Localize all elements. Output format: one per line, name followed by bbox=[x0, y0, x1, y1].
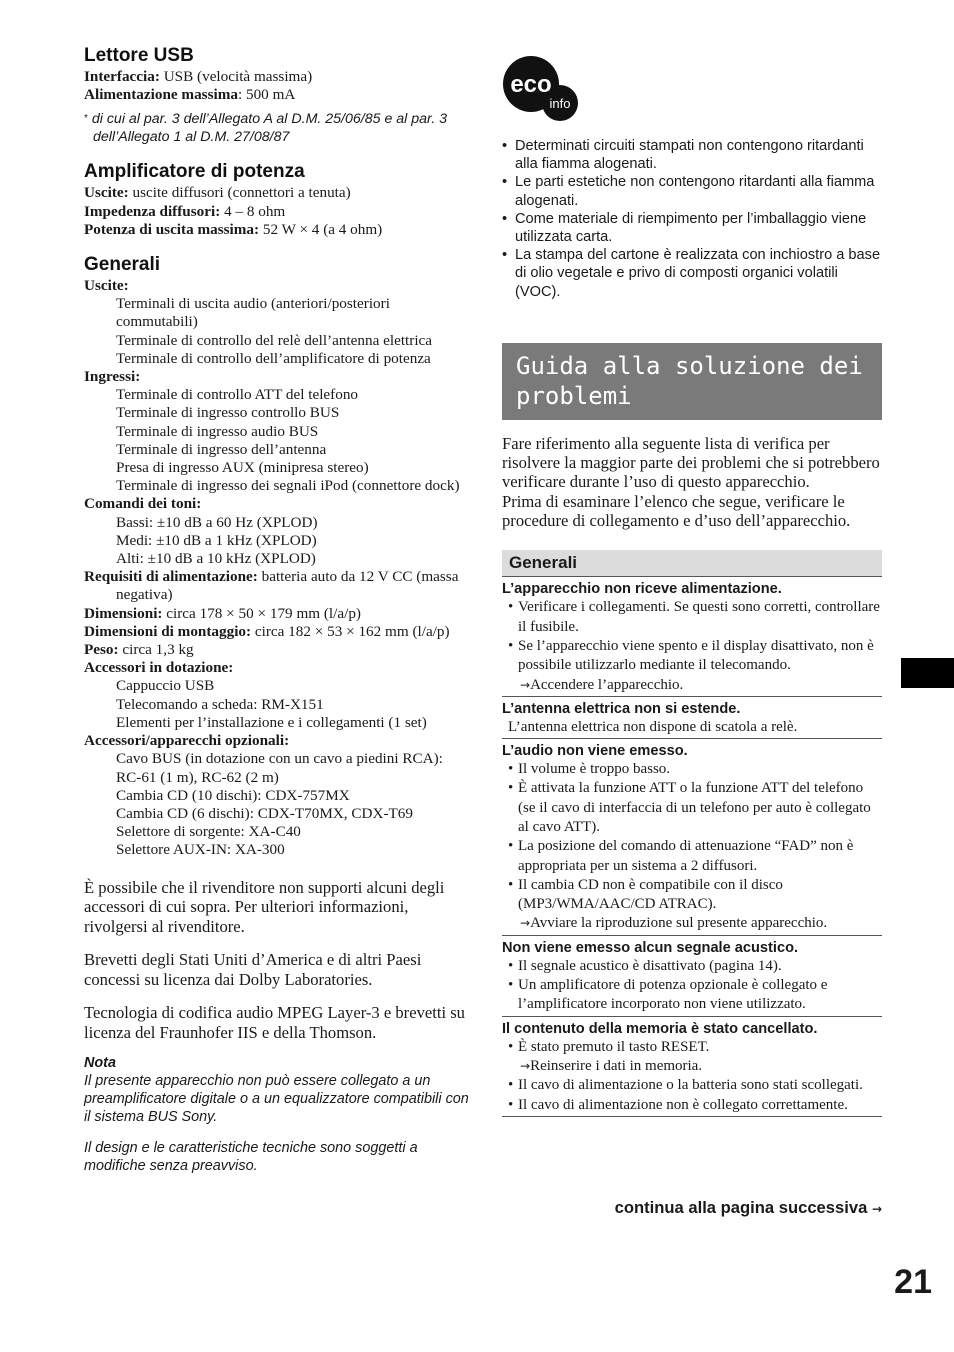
eco-info-logo bbox=[502, 56, 578, 122]
problem-text: L’antenna elettrica non dispone di scatola a relè. bbox=[508, 718, 798, 735]
usb-interface: Interfaccia: USB (velocità massima) bbox=[84, 68, 313, 85]
right-column bbox=[502, 56, 882, 1117]
problem-title: L’audio non viene emesso. bbox=[502, 743, 688, 760]
amp-section bbox=[84, 160, 469, 239]
troubleshooting-title bbox=[502, 343, 882, 420]
problem-entry bbox=[502, 1017, 882, 1117]
supplied-item: Telecomando a scheda: RM-X151 bbox=[116, 695, 324, 713]
amp-row: Uscite: uscite diffusori (connettori a tenuta) bbox=[84, 184, 351, 202]
tone-item: Medi: ±10 dB a 1 kHz (XPLOD) bbox=[116, 531, 317, 549]
usb-power: Alimentazione massima: 500 mA bbox=[84, 86, 296, 104]
continue-next-page: continua alla pagina successiva → bbox=[614, 1198, 882, 1217]
general-section bbox=[84, 253, 469, 860]
title-line: problemi bbox=[516, 381, 632, 410]
power-requirements: Requisiti di alimentazione: batteria auto da 12 V CC (massa negativa) bbox=[84, 568, 459, 604]
eco-bullet-list bbox=[502, 137, 882, 301]
arrow-icon: → bbox=[520, 677, 531, 692]
left-column bbox=[84, 44, 469, 1175]
problem-item: • Il volume è troppo basso. bbox=[508, 760, 882, 779]
eco-bullet: • Come materiale di riempimento per l’imballaggio viene utilizzata carta. bbox=[502, 210, 882, 246]
problem-entry bbox=[502, 577, 882, 696]
optional-item: Cambia CD (10 dischi): CDX-757MX bbox=[116, 786, 350, 804]
amp-row: Potenza di uscita massima: 52 W × 4 (a 4 ohm) bbox=[84, 220, 383, 238]
problem-entry bbox=[502, 936, 882, 1017]
supplied-item: Elementi per l’installazione e i collegamenti (1 set) bbox=[116, 713, 427, 731]
arrow-icon: → bbox=[520, 916, 531, 931]
optional-item: Selettore AUX-IN: XA-300 bbox=[116, 841, 285, 859]
note-text: Il presente apparecchio non può essere collegato a un preamplificatore digitale o a un equalizzatore compatibili con il sistema BUS Sony. bbox=[84, 1073, 469, 1126]
dealer-paragraph: È possibile che il rivenditore non supporti alcuni degli accessori di cui sopra. Per ulteriori informazioni, rivolgersi al rivenditore. bbox=[84, 877, 445, 936]
eco-logo-sub: info bbox=[549, 96, 571, 111]
problem-item: • È attivata la funzione ATT o la funzione ATT del telefono (se il cavo di interfaccia di un telefono per auto è collegato al cavo ATT). bbox=[508, 779, 882, 837]
inputs-label: Ingressi: bbox=[84, 368, 141, 386]
problem-list bbox=[502, 1076, 882, 1115]
eco-bullet: • Determinati circuiti stampati non contengono ritardanti alla fiamma alogenati. bbox=[502, 137, 882, 173]
section-tab-marker bbox=[901, 658, 954, 688]
optional-item: Selettore di sorgente: XA-C40 bbox=[116, 823, 301, 841]
input-item: Terminale di ingresso controllo BUS bbox=[116, 404, 340, 422]
supplied-item: Cappuccio USB bbox=[116, 677, 215, 695]
input-item: Terminale di controllo ATT del telefono bbox=[116, 386, 359, 404]
general-heading: Generali bbox=[84, 254, 161, 276]
arrow-right-icon: → bbox=[871, 1202, 882, 1216]
eco-bullet: • La stampa del cartone è realizzata con inchiostro a base di olio vegetale e privo di composti organici volatili (VOC). bbox=[502, 246, 882, 301]
supplied-label: Accessori in dotazione: bbox=[84, 659, 234, 677]
problem-list bbox=[502, 760, 882, 914]
amp-heading: Amplificatore di potenza bbox=[84, 161, 305, 183]
tone-label: Comandi dei toni: bbox=[84, 495, 202, 513]
amp-row: Impedenza diffusori: 4 – 8 ohm bbox=[84, 202, 286, 220]
input-item: Terminale di ingresso audio BUS bbox=[116, 422, 319, 440]
input-item: Terminale di ingresso dei segnali iPod (connettore dock) bbox=[116, 477, 460, 495]
input-item: Terminale di ingresso dell’antenna bbox=[116, 440, 327, 458]
problem-item: • Il cavo di alimentazione o la batteria sono stati scollegati. bbox=[508, 1076, 882, 1095]
mounting-dimensions: Dimensioni di montaggio: circa 182 × 53 × 162 mm (l/a/p) bbox=[84, 622, 450, 640]
solution-line: →Reinserire i dati in memoria. bbox=[520, 1057, 703, 1074]
problem-list bbox=[502, 598, 882, 675]
problem-list bbox=[502, 957, 882, 1015]
tone-item: Bassi: ±10 dB a 60 Hz (XPLOD) bbox=[116, 513, 318, 531]
problem-item: • Verificare i collegamenti. Se questi sono corretti, controllare il fusibile. bbox=[508, 598, 882, 637]
solution-line: →Accendere l’apparecchio. bbox=[520, 676, 684, 693]
problem-item: • Il cambia CD non è compatibile con il disco (MP3/WMA/AAC/CD ATRAC). bbox=[508, 876, 882, 915]
optional-item: Cambia CD (6 dischi): CDX-T70MX, CDX-T69 bbox=[116, 804, 413, 822]
note-title: Nota bbox=[84, 1055, 116, 1072]
eco-logo-word: eco bbox=[510, 71, 552, 98]
eco-bullet: • Le parti estetiche non contengono ritardanti alla fiamma alogenati. bbox=[502, 173, 882, 209]
dimensions: Dimensioni: circa 178 × 50 × 179 mm (l/a/p) bbox=[84, 604, 361, 622]
page-number: 21 bbox=[894, 1263, 932, 1301]
note-text: Il design e le caratteristiche tecniche sono soggetti a modifiche senza preavviso. bbox=[84, 1140, 418, 1175]
optional-item: Cavo BUS (in dotazione con un cavo a piedini RCA): RC-61 (1 m), RC-62 (2 m) bbox=[116, 750, 443, 786]
input-item: Presa di ingresso AUX (minipresa stereo) bbox=[116, 459, 369, 477]
optional-label: Accessori/apparecchi opzionali: bbox=[84, 732, 290, 750]
problem-title: Non viene emesso alcun segnale acustico. bbox=[502, 939, 799, 956]
general-subheading: Generali bbox=[502, 550, 882, 577]
solution-line: →Avviare la riproduzione sul presente apparecchio. bbox=[520, 915, 828, 932]
problem-item: • Se l’apparecchio viene spento e il display disattivato, non è possibile utilizzarlo mediante il telecomando. bbox=[508, 637, 882, 676]
weight: Peso: circa 1,3 kg bbox=[84, 641, 194, 659]
problem-entry bbox=[502, 739, 882, 936]
problem-title: Il contenuto della memoria è stato cancellato. bbox=[502, 1020, 818, 1037]
problem-item: • La posizione del comando di attenuazione “FAD” non è appropriata per un sistema a 2 diffusori. bbox=[508, 837, 882, 876]
dolby-paragraph: Brevetti degli Stati Uniti d’America e di altri Paesi concessi su licenza dai Dolby Laboratories. bbox=[84, 950, 422, 989]
arrow-icon: → bbox=[520, 1058, 531, 1073]
problem-title: L’antenna elettrica non si estende. bbox=[502, 700, 741, 717]
mpeg-paragraph: Tecnologia di codifica audio MPEG Layer-3 e brevetti su licenza del Fraunhofer IIS e della Thomson. bbox=[84, 1003, 465, 1042]
problem-item: • È stato premuto il tasto RESET. bbox=[508, 1038, 882, 1057]
output-item: Terminale di controllo dell’amplificatore di potenza bbox=[116, 349, 431, 367]
title-line: Guida alla soluzione dei bbox=[516, 351, 863, 380]
intro-paragraph: Fare riferimento alla seguente lista di verifica per risolvere la maggior parte dei problemi che si potrebbero verificare durante l’uso di questo apparecchio. Prima di esaminare l’elenco che segue, verificare le procedure di collegamento e d’uso dell’apparecchio. bbox=[502, 433, 880, 531]
outputs-label: Uscite: bbox=[84, 277, 129, 295]
problem-item: • Il cavo di alimentazione non è collegato correttamente. bbox=[508, 1096, 882, 1115]
problem-item: • Il segnale acustico è disattivato (pagina 14). bbox=[508, 957, 882, 976]
problem-title: L’apparecchio non riceve alimentazione. bbox=[502, 581, 782, 598]
problem-item: • Un amplificatore di potenza opzionale è collegato e l’amplificatore incorporato non viene utilizzato. bbox=[508, 976, 882, 1015]
problem-entry bbox=[502, 697, 882, 739]
usb-footnote: * di cui al par. 3 dell’Allegato A al D.M. 25/06/85 e al par. 3 dell’Allegato 1 al D.M. 27/08/87 bbox=[84, 111, 448, 146]
output-item: Terminali di uscita audio (anteriori/posteriori commutabili) bbox=[116, 295, 390, 331]
usb-heading: Lettore USB bbox=[84, 45, 194, 66]
note-box bbox=[84, 1054, 469, 1175]
output-item: Terminale di controllo del relè dell’antenna elettrica bbox=[116, 331, 433, 349]
tone-item: Alti: ±10 dB a 10 kHz (XPLOD) bbox=[116, 550, 316, 568]
problem-list bbox=[502, 1038, 882, 1057]
